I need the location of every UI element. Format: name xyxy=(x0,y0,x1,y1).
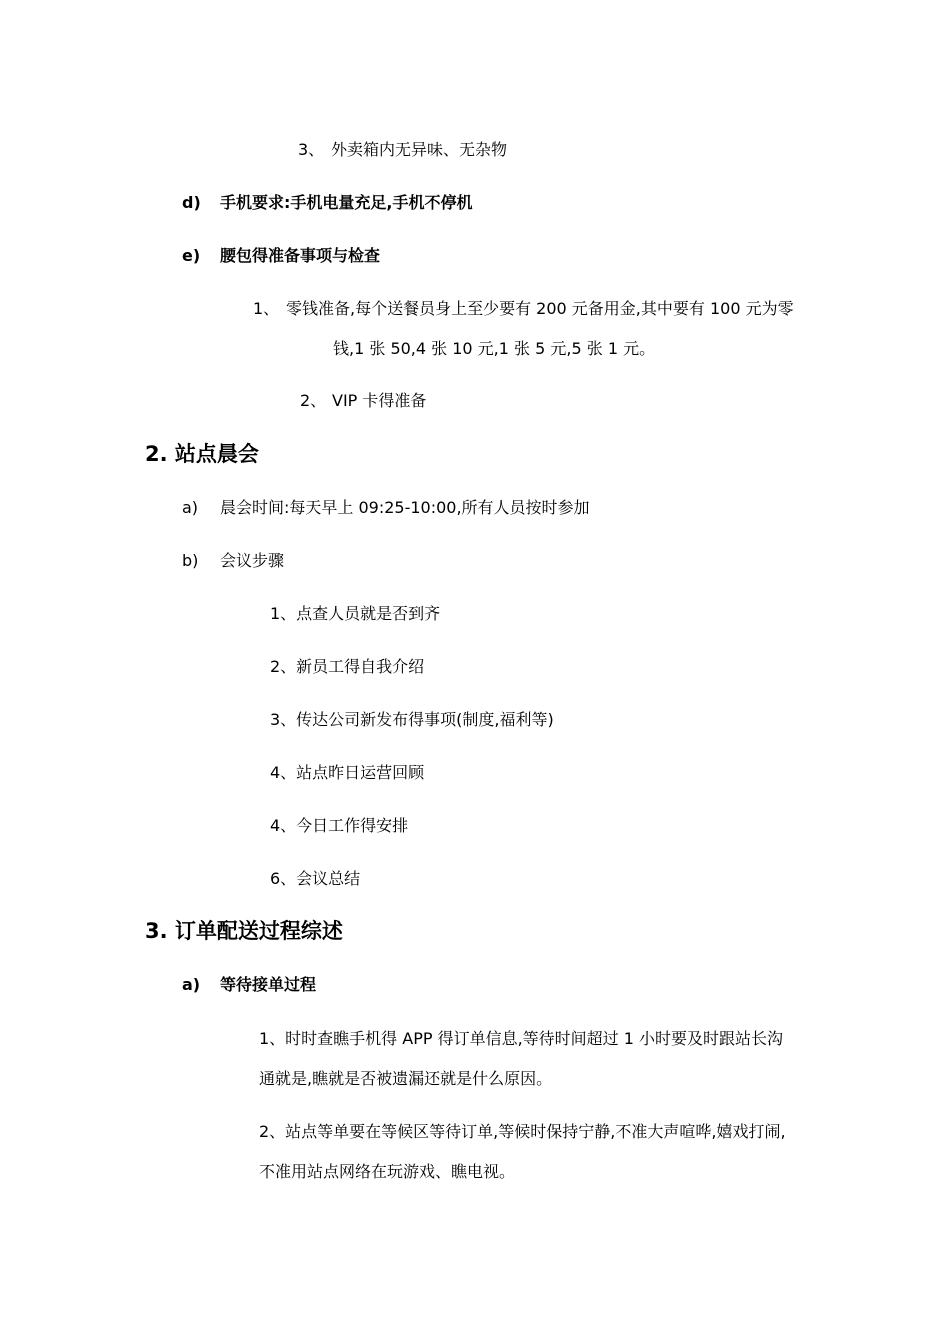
sub-item-marker: b) xyxy=(182,551,199,570)
list-item: 6、会议总结 xyxy=(270,869,361,888)
paragraph-line: 通就是,瞧就是否被遗漏还就是什么原因。 xyxy=(259,1069,553,1088)
sub-item-marker: a) xyxy=(182,498,199,517)
section-heading: 2. 站点晨会 xyxy=(145,442,259,466)
list-item xyxy=(298,139,507,161)
sub-item-a xyxy=(182,974,316,996)
section-heading: 3. 订单配送过程综述 xyxy=(145,919,343,943)
sub-item-marker: d) xyxy=(182,193,201,212)
paragraph-line: 1、时时查瞧手机得 APP 得订单信息,等待时间超过 1 小时要及时跟站长沟 xyxy=(259,1029,784,1048)
list-item: 1、点查人员就是否到齐 xyxy=(270,604,441,623)
list-item: 4、今日工作得安排 xyxy=(270,816,409,835)
sub-item-text: 会议步骤 xyxy=(220,551,285,570)
list-item: 2、新员工得自我介绍 xyxy=(270,657,425,676)
paragraph-line: 2、站点等单要在等候区等待订单,等候时保持宁静,不准大声喧哗,嬉戏打闹, xyxy=(259,1122,786,1141)
sub-item-text: 手机要求:手机电量充足,手机不停机 xyxy=(220,193,473,212)
sub-item-marker: e) xyxy=(182,246,201,265)
list-text: VIP 卡得准备 xyxy=(332,391,427,410)
list-item: 3、传达公司新发布得事项(制度,福利等) xyxy=(270,710,554,729)
list-text-continuation: 钱,1 张 50,4 张 10 元,1 张 5 元,5 张 1 元。 xyxy=(333,339,656,358)
list-text: 外卖箱内无异味、无杂物 xyxy=(331,140,508,159)
sub-item-b xyxy=(182,550,284,572)
sub-item-text: 等待接单过程 xyxy=(220,975,317,994)
list-item xyxy=(253,298,794,320)
sub-item-marker: a) xyxy=(182,975,201,994)
sub-item-text: 腰包得准备事项与检查 xyxy=(220,246,381,265)
sub-item-e xyxy=(182,245,380,267)
list-number: 1、 xyxy=(253,299,280,318)
list-item xyxy=(300,390,426,412)
list-number: 2、 xyxy=(300,391,327,410)
sub-item-a xyxy=(182,497,590,519)
sub-item-d xyxy=(182,192,472,214)
list-item: 4、站点昨日运营回顾 xyxy=(270,763,425,782)
paragraph-line: 不准用站点网络在玩游戏、瞧电视。 xyxy=(259,1162,516,1181)
list-text: 零钱准备,每个送餐员身上至少要有 200 元备用金,其中要有 100 元为零 xyxy=(286,299,794,318)
list-number: 3、 xyxy=(298,140,325,159)
sub-item-text: 晨会时间:每天早上 09:25-10:00,所有人员按时参加 xyxy=(220,498,590,517)
